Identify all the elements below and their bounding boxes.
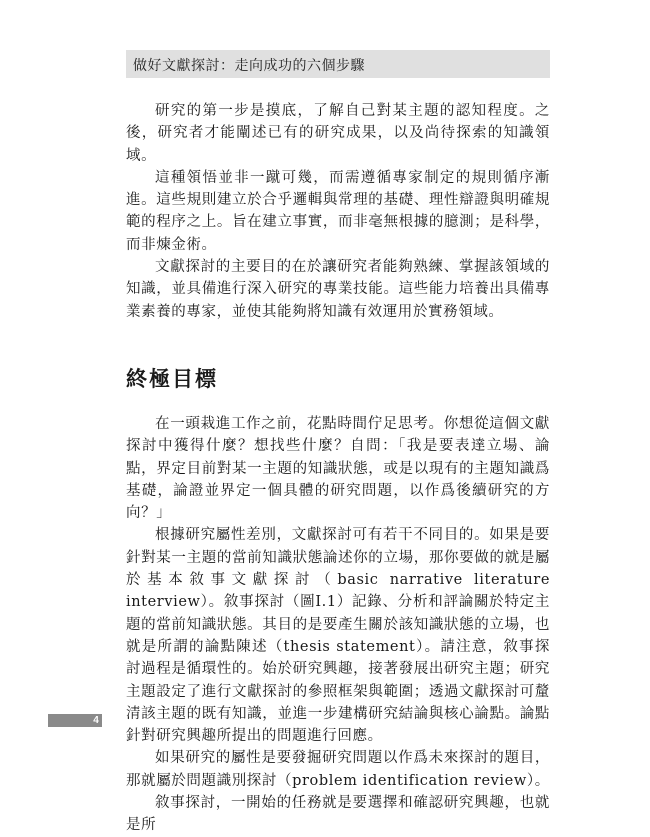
intro-paragraph: 研究的第一步是摸底，了解自己對某主題的認知程度。之後，研究者才能闡述已有的研究成果，以及尚待探索的知識領域。 <box>126 103 550 164</box>
section-paragraph: 在一頭栽進工作之前，花點時間佇足思考。你想從這個文獻探討中獲得什麼？想找些什麼？自問：「我是要表達立場、論點，界定目前對某一主題的知識狀態，或是以現有的主題知識爲基礎，論證並界定一個具體的研究問題，以作爲後續研究的方向？」 <box>126 415 550 522</box>
running-header-title: 做好文獻探討：走向成功的六個步驟 <box>133 58 365 74</box>
intro-paragraph: 這種領悟並非一蹴可幾，而需遵循專家制定的規則循序漸進。這些規則建立於合乎邏輯與常理的基礎、理性辯證與明確規範的程序之上。旨在建立事實，而非毫無根據的臆測；是科學，而非煉金術。 <box>126 169 550 253</box>
section-paragraph: 如果研究的屬性是要發掘研究問題以作爲未來探討的題目，那就屬於問題識別探討（problem identification review）。 <box>126 750 550 789</box>
section-heading: 終極目標 <box>126 365 218 391</box>
page-number: 4 <box>93 715 99 726</box>
section-paragraph: 根據研究屬性差別，文獻探討可有若干不同目的。如果是要針對某一主題的當前知識狀態論述你的立場，那你要做的就是屬於基本敘事文獻探討（basic narrative literature interview）。敘事探討（圖I.1）記錄、分析和評論關於特定主題的當前知識狀態。其目的是要產生關於該知識狀態的立場，也就是所謂的論點陳述（thesis statement）。請注意，敘事探討過程是循環性的。始於研究興趣，接著發展出研究主題；研究主題設定了進行文獻探討的參照框架與範圍；透過文獻探討可釐清該主題的既有知識，並進一步建構研究結論與核心論點。論點針對研究興趣所提出的問題進行回應。 <box>126 527 550 745</box>
page-body <box>126 100 550 837</box>
section-paragraph: 敘事探討，一開始的任務就是要選擇和確認研究興趣，也就是所 <box>126 795 550 834</box>
intro-paragraph: 文獻探討的主要目的在於讓研究者能夠熟練、掌握該領域的知識，並具備進行深入研究的專業技能。這些能力培養出具備專業素養的專家，並使其能夠將知識有效運用於實務領域。 <box>126 259 550 320</box>
spacer <box>126 323 550 334</box>
